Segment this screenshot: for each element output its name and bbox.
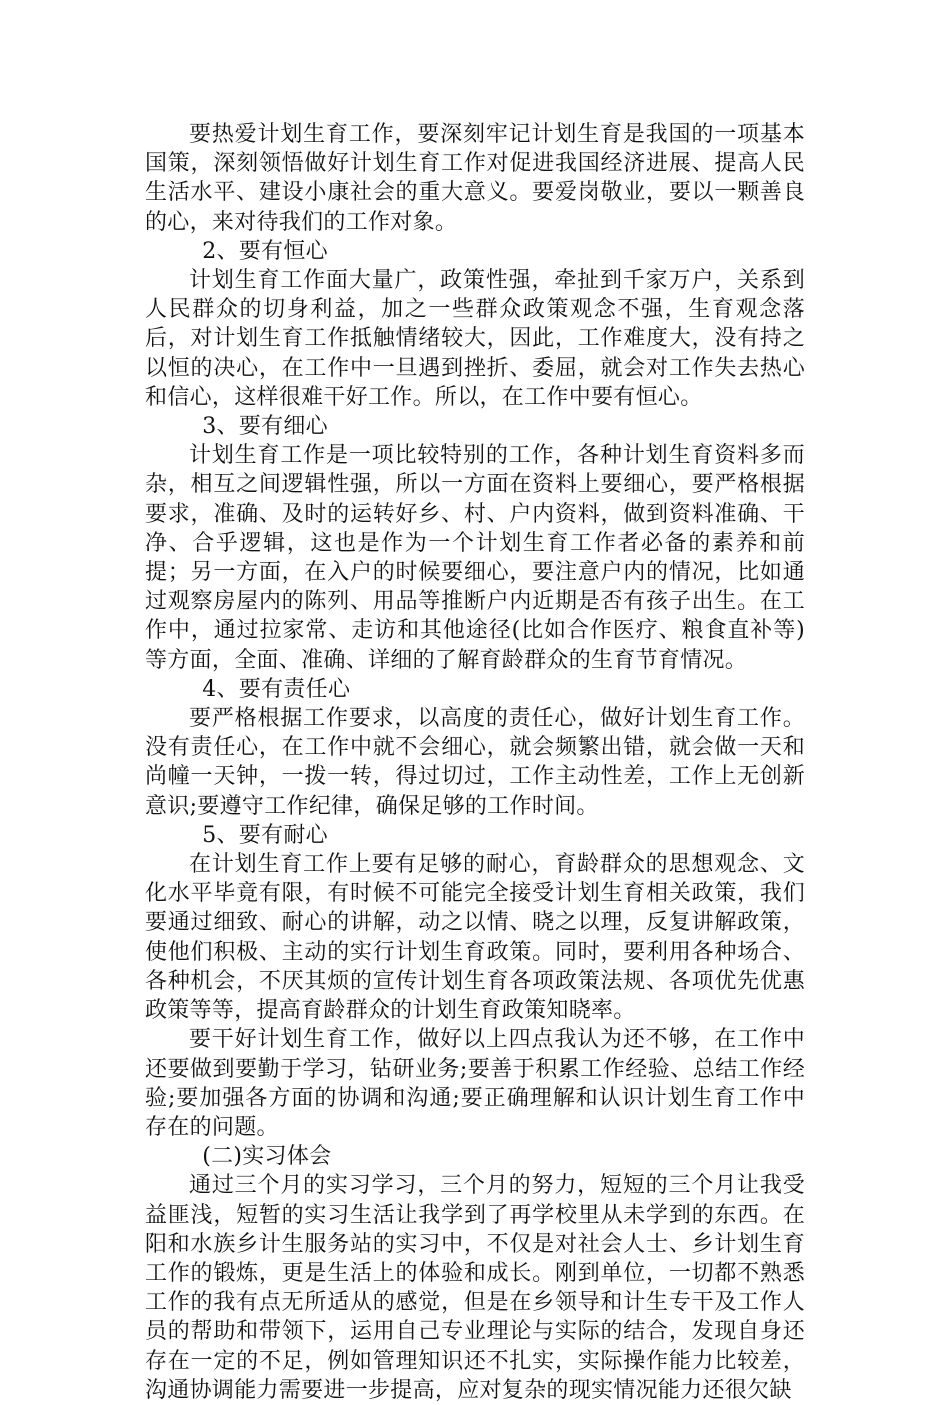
paragraph: 要严格根据工作要求，以高度的责任心，做好计划生育工作。没有责任心，在工作中就不会细心，就会频繁出错，就会做一天和尚幢一天钟，一拨一转，得过切过，工作主动性差，工作上无创新意识;要遵守工作纪律，确保足够的工作时间。 [145,706,805,819]
paragraph: 计划生育工作面大量广，政策性强，牵扯到千家万户，关系到人民群众的切身利益，加之一些群众政策观念不强，生育观念落后，对计划生育工作抵触情绪较大，因此，工作难度大，没有持之以恒的决心，在工作中一旦遇到挫折、委屈，就会对工作失去热心和信心，这样很难干好工作。所以，在工作中要有恒心。 [145,268,805,410]
paragraph: 在计划生育工作上要有足够的耐心，育龄群众的思想观念、文化水平毕竟有限，有时候不可能完全接受计划生育相关政策，我们要通过细致、耐心的讲解，动之以情、晓之以理，反复讲解政策，使他们积极、主动的实行计划生育政策。同时，要利用各种场合、各种机会，不厌其烦的宣传计划生育各项政策法规、各项优先优惠政策等等，提高育龄群众的计划生育政策知晓率。 [145,852,805,1024]
paragraph: 计划生育工作是一项比较特别的工作，各种计划生育资料多而杂，相互之间逻辑性强，所以一方面在资料上要细心，要严格根据要求，准确、及时的运转好乡、村、户内资料，做到资料准确、干净、合乎逻辑，这也是作为一个计划生育工作者必备的素养和前提；另一方面，在入户的时候要细心，要注意户内的情况，比如通过观察房屋内的陈列、用品等推断户内近期是否有孩子出生。在工作中，通过拉家常、走访和其他途径(比如合作医疗、粮食直补等)等方面，全面、准确、详细的了解育龄群众的生育节育情况。 [145,443,805,673]
section-heading: 2、要有恒心 [202,238,328,264]
section-heading: 4、要有责任心 [202,676,351,702]
section-heading: 5、要有耐心 [202,822,328,848]
section-heading: (二)实习体会 [202,1144,332,1170]
paragraph: 要热爱计划生育工作，要深刻牢记计划生育是我国的一项基本国策，深刻领悟做好计划生育工作对促进我国经济进展、提高人民生活水平、建设小康社会的重大意义。要爱岗敬业，要以一颗善良的心，来对待我们的工作对象。 [145,122,805,235]
paragraph: 要干好计划生育工作，做好以上四点我认为还不够，在工作中还要做到要勤于学习，钻研业务;要善于积累工作经验、总结工作经验;要加强各方面的协调和沟通;要正确理解和认识计划生育工作中存在的问题。 [145,1027,805,1140]
document-body [145,120,805,1405]
paragraph: 通过三个月的实习学习，三个月的努力，短短的三个月让我受益匪浅，短暂的实习生活让我学到了再学校里从未学到的东西。在阳和水族乡计生服务站的实习中，不仅是对社会人士、乡计划生育工作的锻炼，更是生活上的体验和成长。刚到单位，一切都不熟悉工作的我有点无所适从的感觉，但是在乡领导和计生专干及工作人员的帮助和带领下，运用自己专业理论与实际的结合，发现自身还存在一定的不足，例如管理知识还不扎实，实际操作能力比较差，沟通协调能力需要进一步提高，应对复杂的现实情况能力还很欠缺 [145,1173,805,1403]
section-heading: 3、要有细心 [202,414,328,440]
